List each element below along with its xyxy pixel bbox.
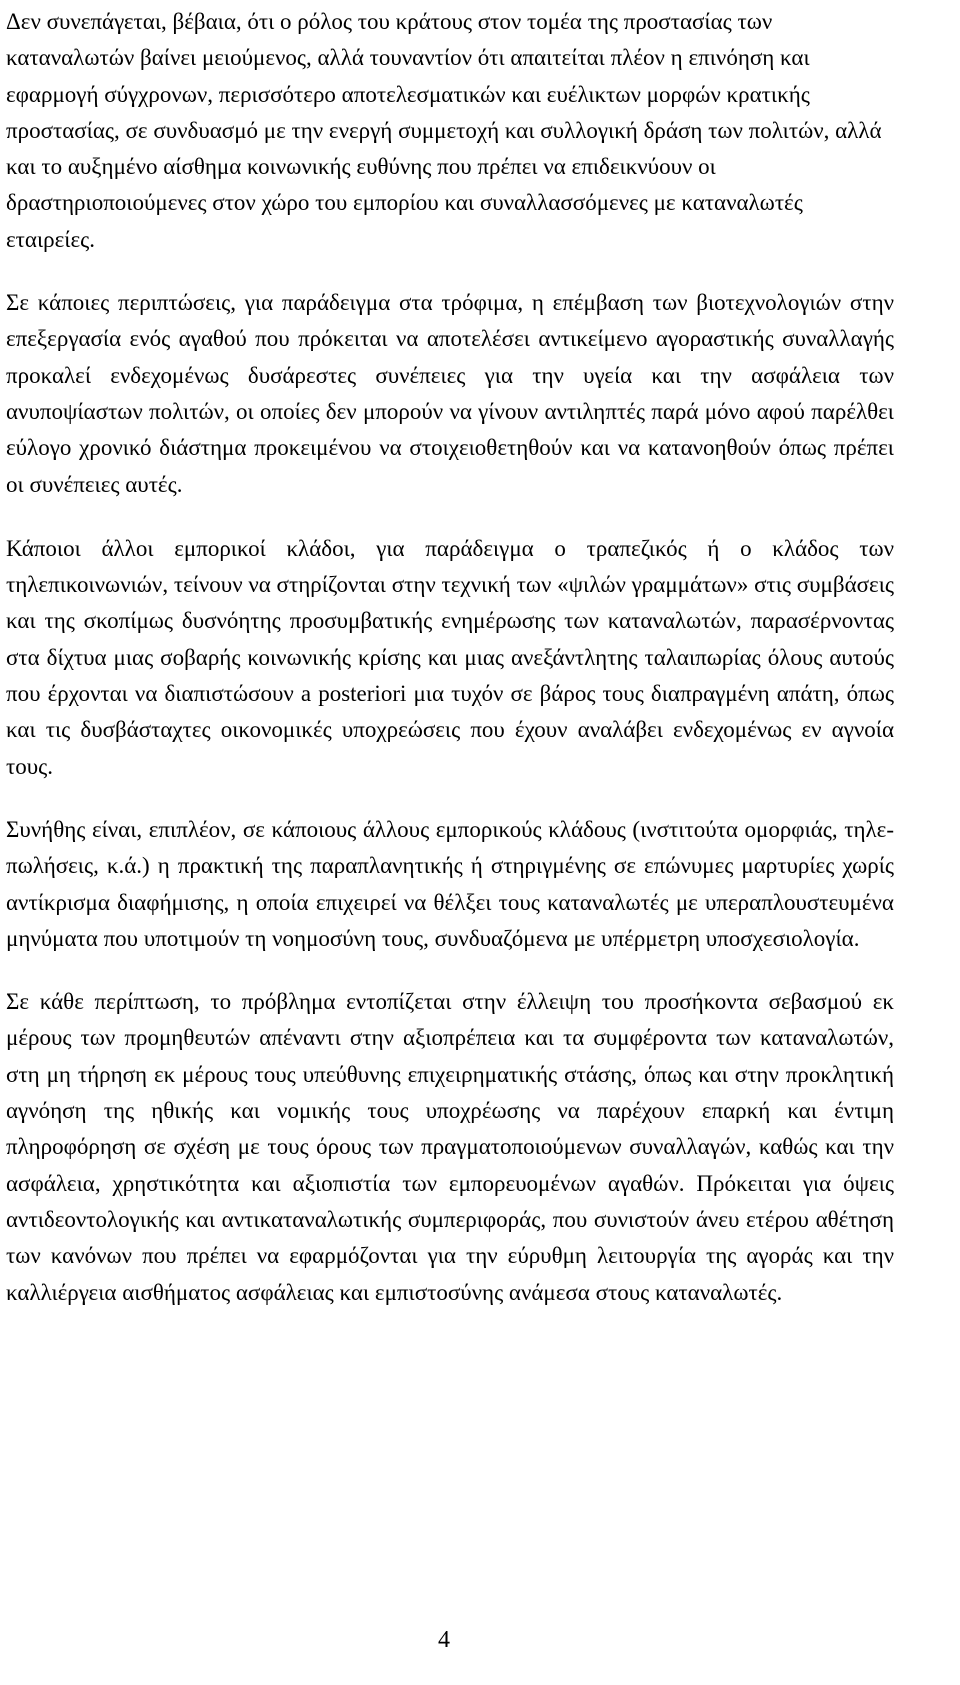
paragraph-2: Σε κάποιες περιπτώσεις, για παράδειγμα στα τρόφιμα, η επέμβαση των βιοτεχνολογιών στην επεξεργασία ενός αγαθού που πρόκειται να αποτελέσει αντικείμενο αγοραστικής συναλλαγής προκαλεί ενδεχομένως δυσάρεστες συνέπειες για την υγεία και την ασφάλεια των ανυποψίαστων πολιτών, οι οποίες δεν μπορούν να γίνουν αντιληπτές παρά μόνο αφού παρέλθει εύλογο χρονικό διάστημα προκειμένου να στοιχειοθετηθούν και να κατανοηθούν όπως πρέπει οι συνέπειες αυτές. xyxy=(6,290,894,497)
paragraph-1: Δεν συνεπάγεται, βέβαια, ότι ο ρόλος του κράτους στον τομέα της προστασίας των καταναλωτών βαίνει μειούμενος, αλλά τουναντίον ότι απαιτείται πλέον η επινόηση και εφαρμογή σύγχρονων, περισσότερο αποτελεσματικών και ευέλικτων μορφών κρατικής προστασίας, σε συνδυασμό με την ενεργή συμμετοχή και συλλογική δράση των πολιτών, αλλά και το αυξημένο αίσθημα κοινωνικής ευθύνης που πρέπει να επιδεικνύουν οι δραστηριοποιούμενες στον χώρο του εμπορίου και συναλλασσόμενες με καταναλωτές εταιρείες. xyxy=(6,9,882,252)
paragraph-4: Συνήθης είναι, επιπλέον, σε κάποιους άλλους εμπορικούς κλάδους (ινστιτούτα ομορφιάς, τηλε-πωλήσεις, κ.ά.) η πρακτική της παραπλανητικής ή στηριγμένης σε επώνυμες μαρτυρίες χωρίς αντίκρισμα διαφήμισης, η οποία επιχειρεί να θέλξει τους καταναλωτές με υπεραπλουστευμένα μηνύματα που υποτιμούν τη νοημοσύνη τους, συνδυαζόμενα με υπέρμετρη υποσχεσιολογία. xyxy=(6,816,894,951)
document-page xyxy=(6,4,894,1311)
page-number: 4 xyxy=(438,1627,450,1653)
paragraph-3: Κάποιοι άλλοι εμπορικοί κλάδοι, για παράδειγμα ο τραπεζικός ή ο κλάδος των τηλεπικοινωνιών, τείνουν να στηρίζονται στην τεχνική των «ψιλών γραμμάτων» στις συμβάσεις και της σκοπίμως δυσνόητης προσυμβατικής ενημέρωσης των καταναλωτών, παρασέρνοντας στα δίχτυα μιας σοβαρής κοινωνικής κρίσης και μιας ανεξάντλητης ταλαιπωρίας όλους αυτούς που έρχονται να διαπιστώσουν a posteriori μια τυχόν σε βάρος τους διαπραγμένη απάτη, όπως και τις δυσβάσταχτες οικονομικές υποχρεώσεις που έχουν αναλάβει ενδεχομένως εν αγνοία τους. xyxy=(6,535,894,779)
paragraph-5: Σε κάθε περίπτωση, το πρόβλημα εντοπίζεται στην έλλειψη του προσήκοντα σεβασμού εκ μέρους των προμηθευτών απέναντι στην αξιοπρέπεια και τα συμφέροντα των καταναλωτών, στη μη τήρηση εκ μέρους τους υπεύθυνης επιχειρηματικής στάσης, όπως και στην προκλητική αγνόηση της ηθικής και νομικής τους υποχρέωσης να παρέχουν επαρκή και έντιμη πληροφόρηση σε σχέση με τους όρους των πραγματοποιούμενων συναλλαγών, καθώς και την ασφάλεια, χρηστικότητα και αξιοπιστία των εμπορευομένων αγαθών. Πρόκειται για όψεις αντιδεοντολογικής και αντικαταναλωτικής συμπεριφοράς, που συνιστούν άνευ ετέρου αθέτηση των κανόνων που πρέπει να εφαρμόζονται για την εύρυθμη λειτουργία της αγοράς και την καλλιέργεια αισθήματος ασφάλειας και εμπιστοσύνης ανάμεσα στους καταναλωτές. xyxy=(6,989,894,1305)
